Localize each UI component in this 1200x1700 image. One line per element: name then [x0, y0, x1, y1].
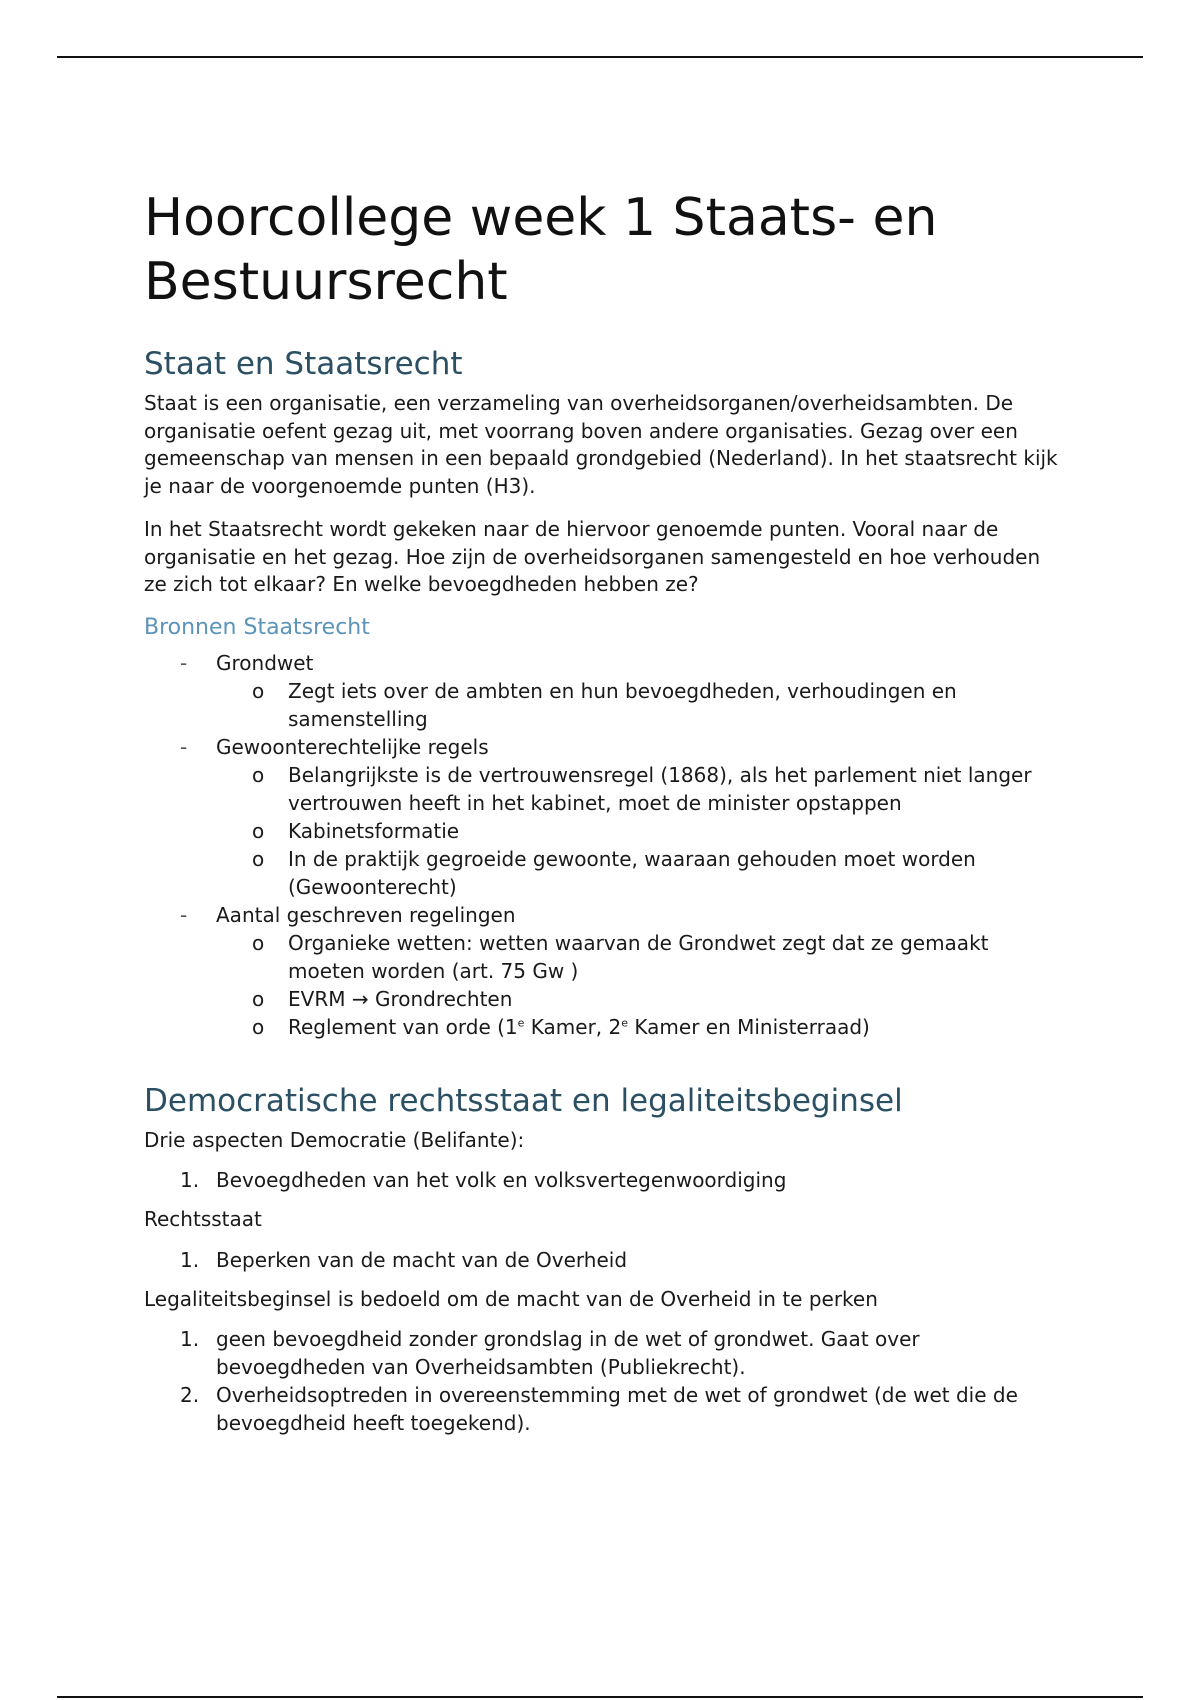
sub-list-item	[216, 845, 1064, 901]
list-item	[144, 901, 1064, 1041]
ordinal-superscript: e	[517, 1015, 525, 1029]
dash-bullet: -	[180, 734, 188, 759]
sub-list-item	[216, 761, 1064, 817]
circle-bullet: o	[252, 846, 265, 871]
number-marker: 1.	[180, 1168, 200, 1192]
subheading-bronnen: Bronnen Staatsrecht	[144, 614, 370, 640]
democratie-list	[144, 1166, 1064, 1194]
reglement-text-part: Kamer en Ministerraad)	[628, 1014, 870, 1039]
reglement-text-part: Kamer, 2	[524, 1014, 622, 1039]
sub-item-text: Organieke wetten: wetten waarvan de Grondwet zegt dat ze gemaakt moeten worden (art. 75 Gw )	[288, 930, 989, 983]
sub-item-text: Belangrijkste is de vertrouwensregel (1868), als het parlement niet langer vertrouwen heeft in het kabinet, moet de minister opstappen	[288, 762, 1032, 815]
numbered-item-text: Beperken van de macht van de Overheid	[216, 1247, 628, 1272]
footer-rule	[57, 1696, 1143, 1698]
reglement-text-part: Reglement van orde (1	[288, 1014, 518, 1039]
numbered-item	[144, 1166, 1064, 1194]
bronnen-list	[144, 649, 1064, 1041]
number-marker: 1.	[180, 1247, 200, 1272]
ordinal-superscript: e	[621, 1015, 629, 1029]
sub-item-text: EVRM → Grondrechten	[288, 986, 513, 1011]
paragraph-democratie-intro: Drie aspecten Democratie (Belifante):	[144, 1127, 525, 1152]
number-marker: 2.	[180, 1383, 200, 1407]
sub-list	[216, 761, 1064, 901]
dash-bullet: -	[180, 902, 188, 927]
sub-list	[216, 929, 1064, 1041]
header-rule	[57, 56, 1143, 58]
numbered-item-text: geen bevoegdheid zonder grondslag in de wet of grondwet. Gaat over bevoegdheden van Overheidsambten (Publiekrecht).	[216, 1327, 920, 1379]
sub-list-item	[216, 1013, 1064, 1041]
circle-bullet: o	[252, 762, 265, 787]
document-body	[144, 186, 1064, 1449]
sub-item-text: Zegt iets over de ambten en hun bevoegdheden, verhoudingen en samenstelling	[288, 678, 957, 731]
circle-bullet: o	[252, 930, 265, 955]
list-item	[144, 649, 1064, 733]
circle-bullet: o	[252, 1014, 265, 1039]
legaliteit-list	[144, 1325, 1064, 1437]
circle-bullet: o	[252, 678, 265, 703]
numbered-item	[144, 1381, 1064, 1437]
section-heading-staat: Staat en Staatsrecht	[144, 346, 463, 382]
sub-list-item	[216, 985, 1064, 1013]
list-item-label: Aantal geschreven regelingen	[216, 902, 516, 927]
paragraph-rechtsstaat: Rechtsstaat	[144, 1207, 262, 1231]
sub-item-text: In de praktijk gegroeide gewoonte, waaraan gehouden moet worden (Gewoonterecht)	[288, 846, 976, 899]
paragraph-legaliteit: Legaliteitsbeginsel is bedoeld om de macht van de Overheid in te perken	[144, 1286, 878, 1311]
sub-list-item	[216, 677, 1064, 733]
dash-bullet: -	[180, 650, 188, 675]
list-item-label: Gewoonterechtelijke regels	[216, 734, 489, 759]
circle-bullet: o	[252, 986, 265, 1011]
numbered-item	[144, 1325, 1064, 1381]
sub-list	[216, 677, 1064, 733]
numbered-item	[144, 1246, 1064, 1274]
numbered-item-text: Bevoegdheden van het volk en volksvertegenwoordiging	[216, 1168, 787, 1192]
section-heading-democratie: Democratische rechtsstaat en legaliteitsbeginsel	[144, 1082, 903, 1119]
sub-list-item	[216, 817, 1064, 845]
paragraph-staat-definitie: Staat is een organisatie, een verzameling van overheidsorganen/overheidsambten. De organisatie oefent gezag uit, met voorrang boven andere organisaties. Gezag over een gemeenschap van mensen in een bepaald grondgebied (Nederland). In het staatsrecht kijk je naar de voorgenoemde punten (H3).	[144, 391, 1058, 498]
numbered-item-text: Overheidsoptreden in overeenstemming met de wet of grondwet (de wet die de bevoegdheid heeft toegekend).	[216, 1383, 1018, 1435]
rechtsstaat-list	[144, 1246, 1064, 1274]
paragraph-staatsrecht: In het Staatsrecht wordt gekeken naar de hiervoor genoemde punten. Vooral naar de organisatie en het gezag. Hoe zijn de overheidsorganen samengesteld en hoe verhouden ze zich tot elkaar? En welke bevoegdheden hebben ze?	[144, 517, 1041, 596]
document-title: Hoorcollege week 1 Staats- en Bestuursrecht	[144, 188, 938, 312]
circle-bullet: o	[252, 818, 265, 843]
list-item-label: Grondwet	[216, 650, 314, 675]
sub-item-text	[288, 1015, 870, 1039]
sub-item-text: Kabinetsformatie	[288, 818, 460, 843]
list-item	[144, 733, 1064, 901]
sub-list-item	[216, 929, 1064, 985]
number-marker: 1.	[180, 1327, 200, 1351]
